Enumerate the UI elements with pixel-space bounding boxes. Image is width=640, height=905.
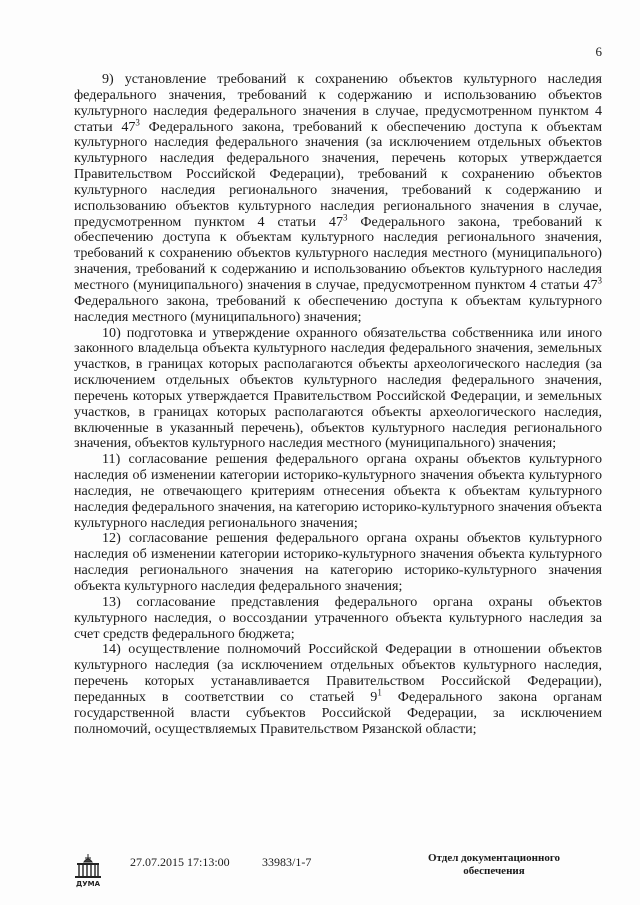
paragraph-text: Федерального закона, требований к обеспечению доступа к объектам культурного наследия федерального значения (за исключением отдельных объектов культурного наследия федерального значения, перечень которых утверждается Правительством Российской Федерации), требований к сохранению объектов культурного наследия регионального значения, требований к содержанию и использованию объектов культурного наследия регионального значения в случае, предусмотренном пунктом 4 статьи 47 [74,118,602,230]
paragraph-text: 9) установление требований к сохранению объектов культурного наследия федерального значения, требований к содержанию и использованию объектов культурного наследия федерального значения в случае, предусмотренном пунктом 4 статьи 47 [74,71,602,135]
department-line: Отдел документационного [427,852,561,864]
paragraph-item-14 [74,642,602,737]
department-stamp [424,852,564,878]
duma-building-logo [72,852,104,888]
paragraph-item-10: 10) подготовка и утверждение охранного обязательства собственника или иного законного владельца объекта культурного наследия федерального значения, земельных участков, в границах которых располагаются объекты археологического наследия (за исключением отдельных объектов культурного наследия федерального значения, перечень которых утверждается Правительством Российской Федерации, и земельных участков, в границах которых располагаются объекты археологического наследия, включенные в указанный перечень), объектов культурного наследия регионального значения, объектов культурного наследия местного (муниципального) значения; [74,324,602,452]
paragraph-item-9 [74,72,602,326]
paragraph-text: Федерального закона органам государственной власти субъектов Российской Федерации, за исключением полномочий, осуществляемых Правительством Рязанской области; [74,688,602,737]
page-number: 6 [595,44,602,59]
registration-datetime: 27.07.2015 17:13:00 [130,855,230,869]
department-line: обеспечения [463,865,525,877]
paragraph-text: Федерального закона, требований к обеспечению доступа к объектам культурного наследия регионального значения, требований к сохранению объектов культурного наследия местного (муниципального) значения, требований к содержанию и использованию объектов культурного наследия местного (муниципального) значения в случае, предусмотренном пунктом 4 статьи 47 [74,213,602,293]
registration-footer [0,852,640,892]
superscript: 3 [135,116,140,127]
svg-text:ДУМА: ДУМА [75,880,101,888]
paragraph-item-12: 12) согласование решения федерального органа охраны объектов культурного наследия об изменении категории историко-культурного значения объекта культурного наследия регионального значения на категорию историко-культурного значения объекта культурного наследия федерального значения; [74,530,602,594]
superscript: 3 [343,211,348,222]
paragraph-item-11: 11) согласование решения федерального органа охраны объектов культурного наследия об изменении категории историко-культурного значения объекта культурного наследия, не отвечающего критериям отнесения объекта к объектам культурного наследия федерального значения, на категорию историко-культурного значения объекта культурного наследия регионального значения; [74,451,602,531]
superscript: 1 [377,687,382,698]
document-body [74,72,602,737]
superscript: 3 [597,275,602,286]
paragraph-text: Федерального закона, требований к обеспечению доступа к объектам культурного наследия местного (муниципального) значения; [74,292,602,325]
paragraph-item-13: 13) согласование представления федерального органа охраны объектов культурного наследия, о воссоздании утраченного объекта культурного наследия за счет средств федерального бюджета; [74,593,602,642]
registration-number: 33983/1-7 [262,855,312,869]
paragraph-text: 14) осуществление полномочий Российской Федерации в отношении объектов культурного наследия (за исключением отдельных объектов культурного наследия, перечень которых устанавливается Правительством Российской Федерации), переданных в соответствии со статьей 9 [74,641,602,705]
